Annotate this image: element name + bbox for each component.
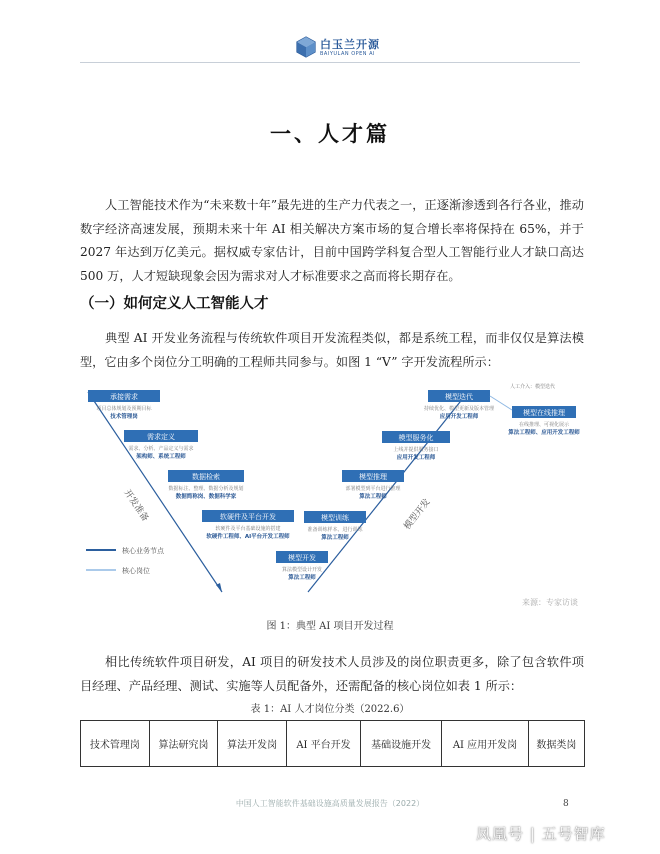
header-divider: [80, 62, 580, 63]
left-node-4-desc: 软硬件及平台基础设施的搭建: [215, 526, 281, 532]
left-axis-label: 开发准备: [121, 488, 150, 524]
v-right-arrow-line: [308, 392, 468, 592]
bottom-node-title: 模型开发: [288, 554, 316, 562]
chapter-title: 一、人才篇: [270, 122, 390, 146]
right-node-3-role: 应用开发工程师: [396, 455, 436, 461]
left-node-4: [202, 510, 294, 540]
page-header: [0, 32, 660, 72]
right-node-1: [304, 511, 366, 541]
right-node-5-title: 模型在线推理: [523, 409, 565, 417]
table-cell: 基础设施开发: [361, 721, 442, 767]
table-row: [81, 721, 585, 767]
intro-paragraph: 人工智能技术作为“未来数十年”最先进的生产力代表之一，正逐渐渗透到各行各业，推动数字经济高速发展，预期未来十年 AI 相关解决方案市场的复合增长率将保持在 65%，并于 2027 年达到万亿美元。据权威专家估计，目前中国跨学科复合型人工智能行业人才缺口高达 500 万，人才短缺现象会因为需求对人才标准要求之高而将长期存在。: [80, 198, 584, 283]
figure-caption: 图 1：典型 AI 项目开发过程: [266, 621, 394, 632]
right-node-3-title: 模型服务化: [398, 434, 434, 442]
right-node-1-role: 算法工程师: [321, 535, 349, 541]
top-note: 人工介入：模型迭代: [510, 384, 556, 390]
watermark: 凤凰号 | 五号智库: [476, 825, 606, 843]
left-node-2-title: 需求定义: [147, 433, 175, 441]
logo-cube-icon: [296, 36, 316, 58]
right-node-5: [508, 406, 580, 436]
left-node-4-title: 软硬件及平台开发: [220, 513, 276, 521]
right-axis-label: 模型开发: [402, 497, 433, 532]
right-node-2-title: 模型推理: [359, 473, 387, 481]
right-node-4-role: 应用开发工程师: [439, 414, 479, 420]
left-node-1-title: 承接需求: [110, 393, 138, 401]
right-node-3-desc: 上线并提供服务接口: [393, 447, 439, 453]
right-node-5-desc: 在线推理、可视化展示: [518, 422, 570, 428]
table-cell: 算法研究岗: [149, 721, 218, 767]
table-cell: AI 平台开发: [286, 721, 360, 767]
left-node-4-role: 软硬件工程师、AI平台开发工程师: [206, 534, 290, 540]
right-node-4-desc: 持续优化、模型更新及版本管理: [423, 406, 495, 412]
logo: [296, 36, 380, 58]
logo-name: 白玉兰开源: [320, 37, 380, 51]
left-node-3-desc: 数据标注、整理、数据分析及规划: [168, 486, 244, 492]
left-node-1-desc: 项目总体规划及预期目标: [96, 406, 152, 412]
table-cell: 算法开发岗: [218, 721, 287, 767]
table-cell: 技术管理岗: [81, 721, 150, 767]
table-cell: AI 应用开发岗: [442, 721, 529, 767]
page-footer: 中国人工智能软件基础设施高质量发展报告（2022）: [235, 799, 425, 808]
left-node-3-role: 数据简称岗、数据科学家: [175, 494, 237, 500]
right-node-1-desc: 准备训练样本、进行训练: [307, 527, 363, 533]
table-caption: 表 1：AI 人才岗位分类（2022.6）: [250, 704, 410, 715]
page-number: 8: [563, 799, 569, 809]
figure-source: 来源：专家访谈: [522, 598, 578, 607]
right-node-1-title: 模型训练: [321, 514, 349, 522]
section-heading: （一）如何定义人工智能人才: [80, 296, 269, 312]
right-node-4: [424, 390, 494, 420]
left-node-2-role: 架构师、系统工程师: [136, 454, 186, 460]
right-node-4-title: 模型迭代: [445, 393, 473, 401]
right-node-2: [342, 470, 404, 500]
legend-core-role-label: 核心岗位: [122, 567, 150, 575]
left-node-2-desc: 需求、分析、产品定义与需求: [128, 446, 194, 452]
roles-paragraph: 相比传统软件项目研发，AI 项目的研发技术人员涉及的岗位职责更多，除了包含软件项目经理、产品经理、测试、实施等人员配备外，还需配备的核心岗位如表 1 所示：: [80, 655, 584, 693]
left-node-1: [88, 390, 160, 420]
right-node-3: [382, 431, 450, 461]
process-paragraph: 典型 AI 开发业务流程与传统软件项目开发流程类似，都是系统工程，而非仅仅是算法模型，它由多个岗位分工明确的工程师共同参与。如图 1 “V” 字开发流程所示：: [80, 331, 584, 369]
left-node-3: [168, 470, 244, 500]
logo-subname: BAIYULAN OPEN AI: [320, 50, 376, 57]
bottom-node-desc: 算法模型设计开发: [281, 567, 323, 573]
right-node-5-role: 算法工程师、应用开发工程师: [508, 430, 580, 436]
right-node-2-desc: 部署模型到平台进行推理: [345, 486, 401, 492]
left-node-2: [124, 430, 198, 460]
v-process-diagram: [80, 380, 585, 610]
right-node-2-role: 算法工程师: [359, 494, 387, 500]
left-node-1-role: 技术管理岗: [110, 414, 138, 420]
role-table: [80, 720, 585, 767]
table-cell: 数据类岗: [528, 721, 584, 767]
bottom-node-role: 算法工程师: [288, 575, 316, 581]
legend-core-node-label: 核心业务节点: [122, 547, 164, 555]
v-left-arrow-line: [88, 392, 222, 592]
left-node-3-title: 数据检索: [192, 473, 220, 481]
v-process-figure: [80, 380, 585, 610]
